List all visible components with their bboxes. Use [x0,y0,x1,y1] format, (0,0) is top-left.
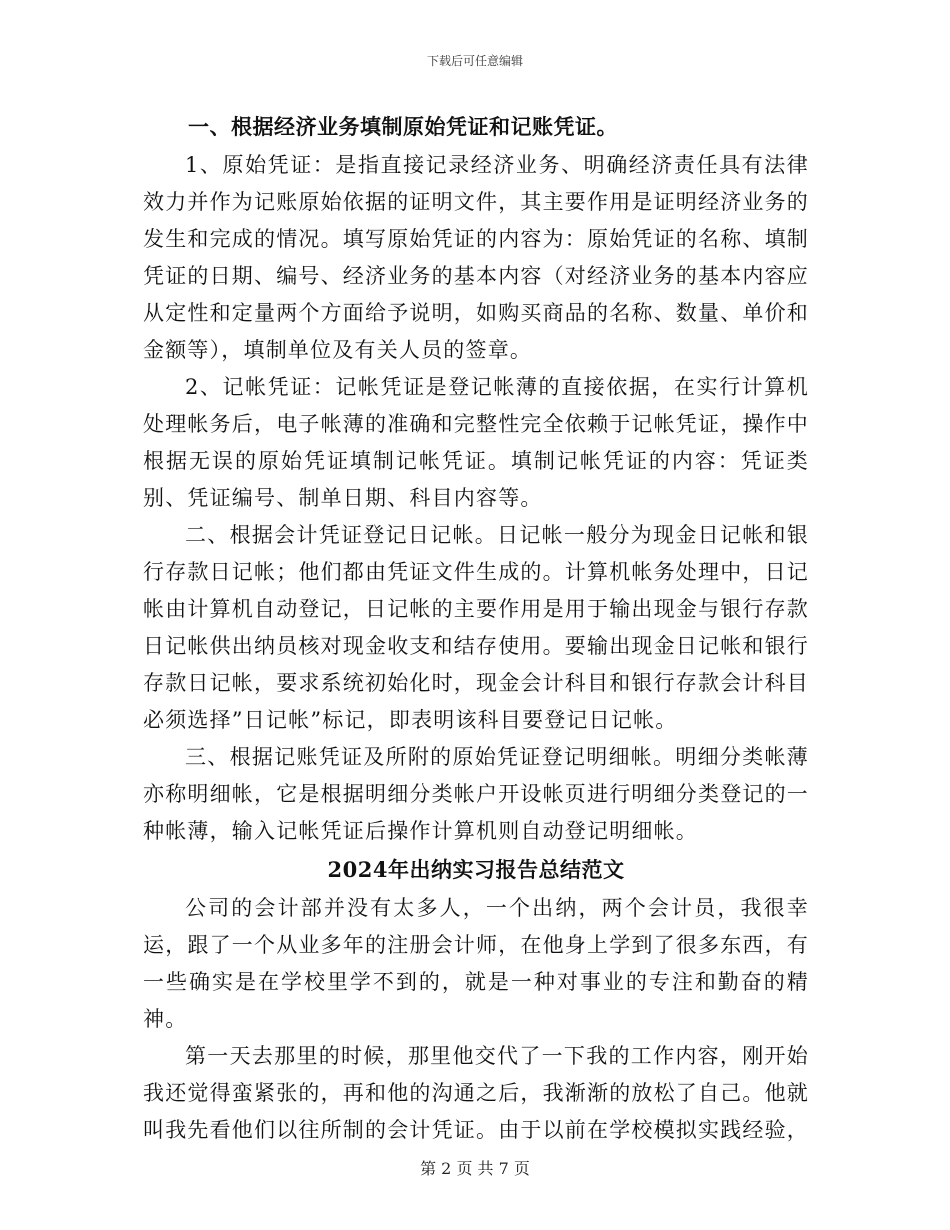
paragraph: 三、根据记账凭证及所附的原始凭证登记明细帐。明细分类帐薄亦称明细帐，它是根据明细分类帐户开设帐页进行明细分类登记的一种帐薄，输入记帐凭证后操作计算机则自动登记明细帐。 [143,745,809,843]
paragraph: 公司的会计部并没有太多人，一个出纳，两个会计员，我很幸运，跟了一个从业多年的注册会计师，在他身上学到了很多东西，有一些确实是在学校里学不到的，就是一种对事业的专注和勤奋的精神。 [143,896,809,1031]
document-body [143,107,809,1149]
paragraph: 1、原始凭证：是指直接记录经济业务、明确经济责任具有法律效力并作为记账原始依据的证明文件，其主要作用是证明经济业务的发生和完成的情况。填写原始凭证的内容为：原始凭证的名称、填制凭证的日期、编号、经济业务的基本内容（对经济业务的基本内容应从定性和定量两个方面给予说明，如购买商品的名称、数量、单价和金额等），填制单位及有关人员的签章。 [143,153,809,362]
paragraph: 第一天去那里的时候，那里他交代了一下我的工作内容，刚开始我还觉得蛮紧张的，再和他的沟通之后，我渐渐的放松了自己。他就叫我先看他们以往所制的会计凭证。由于以前在学校模拟实践经验， [143,1044,809,1142]
section-heading: 一、根据经济业务填制原始凭证和记账凭证。 [188,114,618,139]
paragraph: 二、根据会计凭证登记日记帐。日记帐一般分为现金日记帐和银行存款日记帐；他们都由凭证文件生成的。计算机帐务处理中，日记帐由计算机自动登记，日记帐的主要作用是用于输出现金与银行存款日记帐供出纳员核对现金收支和结存使用。要输出现金日记帐和银行存款日记帐，要求系统初始化时，现金会计科目和银行存款会计科目必须选择”日记帐”标记，即表明该科目要登记日记帐。 [143,523,809,732]
page-number: 第 2 页 共 7 页 [420,1159,530,1178]
page-header-note: 下载后可任意编辑 [426,54,523,68]
article-title: 2024年出纳实习报告总结范文 [327,857,625,882]
paragraph: 2、记帐凭证：记帐凭证是登记帐薄的直接依据，在实行计算机处理帐务后，电子帐薄的准确和完整性完全依赖于记帐凭证，操作中根据无误的原始凭证填制记帐凭证。填制记帐凭证的内容：凭证类别、凭证编号、制单日期、科目内容等。 [143,375,809,510]
